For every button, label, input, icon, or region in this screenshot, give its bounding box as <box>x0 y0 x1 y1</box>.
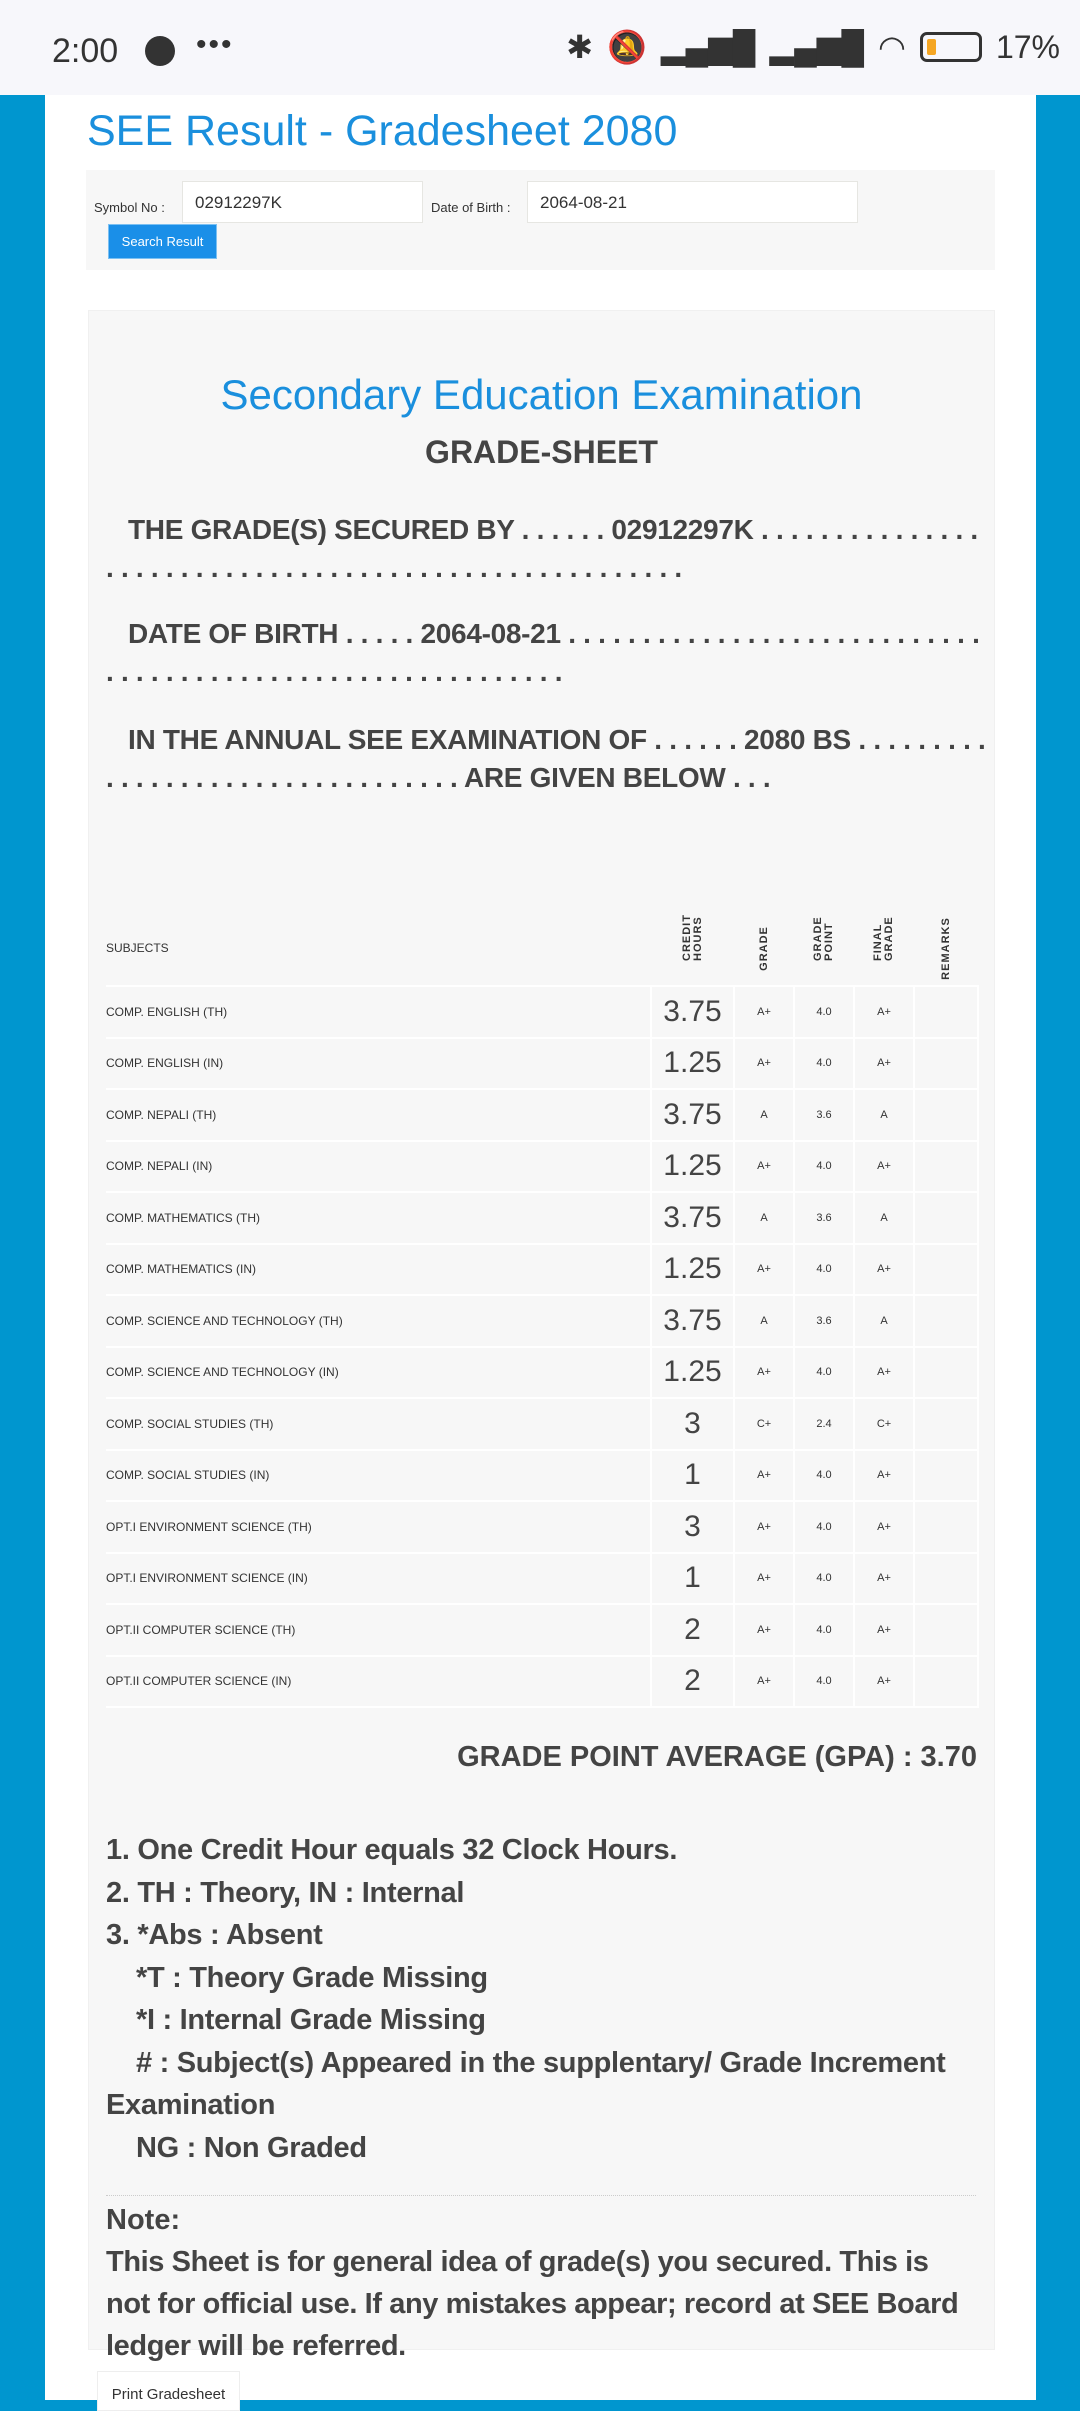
signal-icon: ▂▄▆█ <box>769 29 865 65</box>
subject-cell: COMP. NEPALI (IN) <box>106 1141 651 1193</box>
grade-point-cell: 4.0 <box>794 1604 854 1656</box>
note-item: 2. TH : Theory, IN : Internal <box>106 1876 465 1909</box>
credit-hours-cell: 3 <box>651 1398 734 1450</box>
battery-level: 17% <box>995 28 1060 65</box>
exam-line: IN THE ANNUAL SEE EXAMINATION OF . . . . . . 2080 BS . . . . . . . . . . . . . . . . . . . . . . . . . . . . . . . . . ARE GIVEN BELOW . . . <box>106 724 986 793</box>
divider <box>106 2195 976 2196</box>
exam-heading: Secondary Education Examination <box>220 371 863 418</box>
print-gradesheet-button[interactable]: Print Gradesheet <box>97 2371 240 2411</box>
note-text: This Sheet is for general idea of grade(s) you secured. This is not for official use. If any mistakes appear; record at SEE Board ledger will be referred. <box>106 2246 959 2362</box>
note-item: NG : Non Graded <box>136 2131 367 2164</box>
wifi-icon: ◠ <box>878 29 906 65</box>
grade-point-cell: 4.0 <box>794 1141 854 1193</box>
table-row <box>106 986 978 1038</box>
subject-cell: COMP. SCIENCE AND TECHNOLOGY (IN) <box>106 1347 651 1399</box>
battery-icon <box>920 32 982 62</box>
col-grade: GRADE <box>734 911 794 986</box>
remarks-cell <box>914 1295 978 1347</box>
grade-cell: A+ <box>734 1501 794 1553</box>
subject-cell: OPT.I ENVIRONMENT SCIENCE (TH) <box>106 1501 651 1553</box>
remarks-cell <box>914 1038 978 1090</box>
gradesheet <box>88 310 995 2362</box>
final-grade-cell: A+ <box>854 1347 914 1399</box>
final-grade-cell: A+ <box>854 1656 914 1708</box>
subject-cell: COMP. MATHEMATICS (TH) <box>106 1192 651 1244</box>
col-credit-hours: CREDIT HOURS <box>651 911 734 986</box>
grade-cell: C+ <box>734 1398 794 1450</box>
remarks-cell <box>914 1501 978 1553</box>
remarks-cell <box>914 1244 978 1296</box>
table-row <box>106 1656 978 1708</box>
symbol-input[interactable]: 02912297K <box>182 181 423 223</box>
remarks-cell <box>914 1398 978 1450</box>
table-row <box>106 1244 978 1296</box>
final-grade-cell: A+ <box>854 1501 914 1553</box>
table-row <box>106 1192 978 1244</box>
subject-cell: COMP. SOCIAL STUDIES (TH) <box>106 1398 651 1450</box>
credit-hours-cell: 1 <box>651 1450 734 1502</box>
grade-point-cell: 4.0 <box>794 986 854 1038</box>
grade-cell: A+ <box>734 986 794 1038</box>
subject-cell: COMP. SCIENCE AND TECHNOLOGY (TH) <box>106 1295 651 1347</box>
grade-point-cell: 4.0 <box>794 1450 854 1502</box>
credit-hours-cell: 1.25 <box>651 1038 734 1090</box>
grade-point-cell: 3.6 <box>794 1192 854 1244</box>
table-row <box>106 1141 978 1193</box>
table-row <box>106 1038 978 1090</box>
gradesheet-heading: GRADE-SHEET <box>425 434 658 470</box>
grade-point-cell: 4.0 <box>794 1244 854 1296</box>
remarks-cell <box>914 1656 978 1708</box>
credit-hours-cell: 2 <box>651 1604 734 1656</box>
grade-point-cell: 4.0 <box>794 1038 854 1090</box>
page-card <box>45 95 1036 2403</box>
legend-notes <box>106 1829 986 2169</box>
final-grade-cell: A <box>854 1192 914 1244</box>
table-row <box>106 1089 978 1141</box>
secured-by-line: THE GRADE(S) SECURED BY . . . . . . 02912297K . . . . . . . . . . . . . . . . . . . . . . . . . . . . . . . . . . . . . . . . . . . . . . . . . . . . . . <box>106 514 978 583</box>
messenger-icon <box>145 36 175 66</box>
final-grade-cell: A+ <box>854 986 914 1038</box>
credit-hours-cell: 1.25 <box>651 1141 734 1193</box>
final-grade-cell: A <box>854 1089 914 1141</box>
table-row <box>106 1604 978 1656</box>
credit-hours-cell: 1.25 <box>651 1347 734 1399</box>
grade-point-cell: 4.0 <box>794 1347 854 1399</box>
subject-cell: COMP. ENGLISH (IN) <box>106 1038 651 1090</box>
table-header <box>106 911 978 986</box>
grades-table <box>106 911 979 1708</box>
col-subjects: SUBJECTS <box>106 911 651 986</box>
grade-cell: A+ <box>734 1141 794 1193</box>
note-heading: Note: <box>106 2204 181 2236</box>
grade-cell: A+ <box>734 1604 794 1656</box>
subject-cell: COMP. NEPALI (TH) <box>106 1089 651 1141</box>
note-item: 1. One Credit Hour equals 32 Clock Hours. <box>106 1834 678 1866</box>
col-final-grade: FINAL GRADE <box>854 911 914 986</box>
symbol-label: Symbol No : <box>94 200 165 215</box>
table-row <box>106 1553 978 1605</box>
remarks-cell <box>914 1553 978 1605</box>
remarks-cell <box>914 1141 978 1193</box>
status-bar <box>0 0 1080 95</box>
grade-cell: A+ <box>734 1450 794 1502</box>
grade-point-cell: 4.0 <box>794 1553 854 1605</box>
grade-cell: A+ <box>734 1244 794 1296</box>
subject-cell: COMP. ENGLISH (TH) <box>106 986 651 1038</box>
credit-hours-cell: 3 <box>651 1501 734 1553</box>
note-item: *I : Internal Grade Missing <box>136 2004 486 2036</box>
grade-cell: A+ <box>734 1553 794 1605</box>
col-remarks: REMARKS <box>914 911 978 986</box>
grade-cell: A+ <box>734 1656 794 1708</box>
remarks-cell <box>914 1347 978 1399</box>
grade-point-cell: 4.0 <box>794 1656 854 1708</box>
clock: 2:00 <box>52 32 119 70</box>
dob-line: DATE OF BIRTH . . . . . 2064-08-21 . . . . . . . . . . . . . . . . . . . . . . . . . . . . . . . . . . . . . . . . . . . . . . . . . . . . . . . . . . . <box>106 618 980 687</box>
remarks-cell <box>914 1089 978 1141</box>
note-item: # : Subject(s) Appeared in the supplentary/ Grade Increment Examination <box>106 2046 946 2121</box>
table-row <box>106 1501 978 1553</box>
gpa: GRADE POINT AVERAGE (GPA) : 3.70 <box>457 1741 977 1773</box>
more-icon: ••• <box>196 28 234 61</box>
grade-cell: A <box>734 1295 794 1347</box>
grade-point-cell: 2.4 <box>794 1398 854 1450</box>
page-title: SEE Result - Gradesheet 2080 <box>87 107 678 155</box>
grade-cell: A <box>734 1192 794 1244</box>
remarks-cell <box>914 1450 978 1502</box>
note-item: *T : Theory Grade Missing <box>136 1961 488 1994</box>
credit-hours-cell: 1 <box>651 1553 734 1605</box>
grade-point-cell: 4.0 <box>794 1501 854 1553</box>
final-grade-cell: A+ <box>854 1553 914 1605</box>
credit-hours-cell: 1.25 <box>651 1244 734 1296</box>
credit-hours-cell: 2 <box>651 1656 734 1708</box>
table-row <box>106 1295 978 1347</box>
credit-hours-cell: 3.75 <box>651 1295 734 1347</box>
dob-label: Date of Birth : <box>431 200 511 215</box>
subject-cell: COMP. MATHEMATICS (IN) <box>106 1244 651 1296</box>
final-grade-cell: A+ <box>854 1450 914 1502</box>
credit-hours-cell: 3.75 <box>651 1089 734 1141</box>
note-item: 3. *Abs : Absent <box>106 1919 323 1951</box>
final-grade-cell: C+ <box>854 1398 914 1450</box>
final-grade-cell: A+ <box>854 1038 914 1090</box>
grade-cell: A+ <box>734 1347 794 1399</box>
grade-point-cell: 3.6 <box>794 1089 854 1141</box>
remarks-cell <box>914 1192 978 1244</box>
mute-icon: 🔕 <box>607 29 647 65</box>
grade-cell: A+ <box>734 1038 794 1090</box>
bluetooth-icon: ✱ <box>566 29 594 65</box>
credit-hours-cell: 3.75 <box>651 986 734 1038</box>
subject-cell: OPT.II COMPUTER SCIENCE (IN) <box>106 1656 651 1708</box>
signal-icon: ▂▄▆█ <box>660 29 756 65</box>
grade-point-cell: 3.6 <box>794 1295 854 1347</box>
subject-cell: COMP. SOCIAL STUDIES (IN) <box>106 1450 651 1502</box>
search-result-button[interactable]: Search Result <box>108 224 217 259</box>
final-grade-cell: A <box>854 1295 914 1347</box>
table-row <box>106 1450 978 1502</box>
remarks-cell <box>914 986 978 1038</box>
final-grade-cell: A+ <box>854 1141 914 1193</box>
col-grade-point: GRADE POINT <box>794 911 854 986</box>
search-form <box>86 170 995 270</box>
subject-cell: OPT.II COMPUTER SCIENCE (TH) <box>106 1604 651 1656</box>
table-row <box>106 1398 978 1450</box>
remarks-cell <box>914 1604 978 1656</box>
grade-cell: A <box>734 1089 794 1141</box>
subject-cell: OPT.I ENVIRONMENT SCIENCE (IN) <box>106 1553 651 1605</box>
dob-input[interactable]: 2064-08-21 <box>527 181 858 223</box>
final-grade-cell: A+ <box>854 1604 914 1656</box>
final-grade-cell: A+ <box>854 1244 914 1296</box>
table-row <box>106 1347 978 1399</box>
credit-hours-cell: 3.75 <box>651 1192 734 1244</box>
